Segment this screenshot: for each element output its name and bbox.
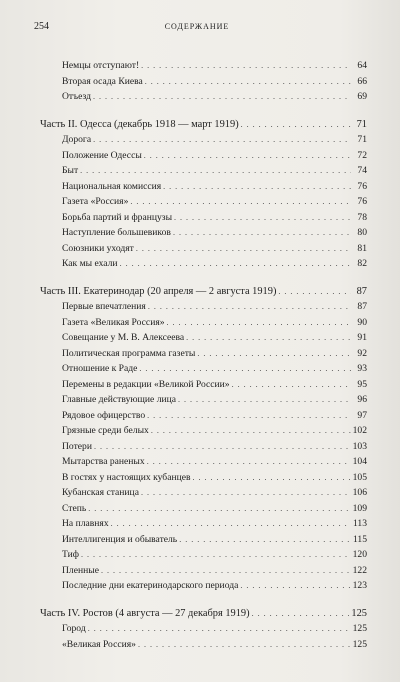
- dot-leader: [193, 470, 351, 486]
- dot-leader: [147, 454, 351, 470]
- toc-part-heading: [40, 284, 367, 300]
- toc-entry-page: 66: [357, 75, 367, 87]
- dot-leader: [80, 163, 351, 179]
- toc-entry-page: 125: [352, 638, 367, 650]
- dot-leader: [141, 58, 351, 74]
- toc-entry-page: 90: [357, 316, 367, 328]
- dot-leader: [148, 299, 351, 315]
- toc-entry-page: 125: [351, 607, 367, 619]
- dot-leader: [241, 117, 351, 133]
- toc-entry: [40, 578, 367, 594]
- toc-entry-page: 74: [357, 165, 367, 176]
- section-gap: [40, 105, 367, 117]
- dot-leader: [138, 637, 351, 653]
- dot-leader: [197, 346, 351, 362]
- toc-part-heading: [40, 606, 367, 622]
- toc-entry-page: 80: [357, 227, 367, 238]
- dot-leader: [278, 284, 351, 300]
- toc-entry-title: Кубанская станица: [62, 487, 139, 498]
- toc-entry-title: Часть III. Екатеринодар (20 апреля — 2 августа 1919): [40, 285, 277, 297]
- toc-entry-page: 71: [356, 118, 367, 130]
- toc-entry: [40, 563, 367, 579]
- toc-entry: [40, 501, 367, 517]
- toc-entry-page: 120: [352, 549, 367, 560]
- toc-entry: [40, 315, 367, 331]
- dot-leader: [120, 256, 351, 272]
- dot-leader: [240, 578, 350, 594]
- running-head: СОДЕРЖАНИЕ: [164, 22, 230, 31]
- toc-entry: [40, 241, 367, 257]
- toc-entry-page: 97: [357, 409, 367, 421]
- toc-entry: [40, 408, 367, 424]
- toc-entry-title: Наступление большевиков: [62, 227, 171, 238]
- toc-entry-title: Потери: [62, 440, 92, 452]
- toc-entry-page: 123: [352, 580, 367, 591]
- toc-part-heading: [40, 117, 367, 133]
- dot-leader: [141, 485, 351, 501]
- toc-entry-page: 115: [352, 533, 367, 545]
- toc-entry-page: 109: [352, 502, 367, 514]
- toc-entry-title: В гостях у настоящих кубанцев: [62, 471, 191, 483]
- dot-leader: [111, 516, 351, 532]
- toc-entry-page: 95: [357, 378, 367, 390]
- toc-entry-title: Политическая программа газеты: [62, 347, 196, 359]
- dot-leader: [232, 377, 351, 393]
- toc-entry: [40, 392, 367, 408]
- dot-leader: [252, 606, 350, 622]
- dot-leader: [144, 148, 351, 164]
- toc-entry-page: 76: [357, 196, 367, 207]
- toc-entry: [40, 621, 367, 637]
- toc-entry-title: Отношение к Раде: [62, 363, 138, 374]
- dot-leader: [139, 361, 351, 377]
- toc-entry-page: 96: [357, 394, 367, 405]
- toc-entry-title: Первые впечатления: [62, 301, 146, 312]
- toc-entry-title: Главные действующие лица: [62, 394, 177, 405]
- toc-entry: [40, 377, 367, 393]
- toc-entry-page: 76: [357, 180, 367, 192]
- toc-entry: [40, 361, 367, 377]
- toc-entry: [40, 454, 367, 470]
- dot-leader: [136, 241, 351, 257]
- toc-entry-title: Союзники уходят: [62, 242, 134, 254]
- toc-entry-page: 122: [352, 564, 367, 576]
- toc-entry: [40, 299, 367, 315]
- toc-entry: [40, 179, 367, 195]
- toc-entry-title: Газета «Россия»: [62, 196, 129, 207]
- toc-entry-page: 125: [352, 623, 367, 634]
- toc-entry-title: «Великая Россия»: [62, 638, 136, 650]
- toc-entry-title: Газета «Великая Россия»: [62, 316, 165, 328]
- toc-entry-page: 104: [352, 456, 367, 467]
- dot-leader: [88, 501, 350, 517]
- dot-leader: [94, 439, 351, 455]
- toc-entry-page: 91: [357, 332, 367, 343]
- toc-entry-title: Рядовое офицерство: [62, 409, 146, 421]
- toc-entry-title: Перемены в редакции «Великой России»: [62, 378, 230, 390]
- toc-entry-page: 81: [357, 242, 367, 254]
- toc-entry: [40, 470, 367, 486]
- toc-entry: [40, 439, 367, 455]
- toc-entry-page: 113: [352, 518, 367, 529]
- toc-entry-title: Часть II. Одесса (декабрь 1918 — март 1919): [40, 118, 239, 130]
- toc-entry-page: 103: [352, 440, 367, 452]
- dot-leader: [173, 225, 351, 241]
- toc-entry-page: 69: [357, 91, 367, 102]
- toc-entry-title: Последние дни екатеринодарского периода: [62, 580, 239, 591]
- dot-leader: [130, 194, 351, 210]
- toc-entry-title: Тиф: [62, 549, 79, 560]
- toc-entry: [40, 132, 367, 148]
- toc-entry-title: Немцы отступают!: [62, 60, 140, 71]
- dot-leader: [147, 408, 351, 424]
- toc-entry-page: 92: [357, 347, 367, 359]
- toc-entry: [40, 58, 367, 74]
- toc-entry-title: Вторая осада Киева: [62, 75, 143, 87]
- toc-entry: [40, 532, 367, 548]
- toc-entry-page: 105: [352, 471, 367, 483]
- dot-leader: [167, 315, 351, 331]
- toc-entry: [40, 516, 367, 532]
- toc-entry-page: 78: [357, 211, 367, 223]
- table-of-contents: [40, 58, 367, 652]
- section-gap: [40, 594, 367, 606]
- toc-entry-title: Положение Одессы: [62, 149, 142, 161]
- toc-entry: [40, 330, 367, 346]
- toc-entry: [40, 423, 367, 439]
- toc-entry-title: Пленные: [62, 564, 99, 576]
- toc-entry: [40, 346, 367, 362]
- toc-entry-title: Совещание у М. В. Алексеева: [62, 332, 185, 343]
- toc-entry-page: 87: [356, 285, 367, 297]
- toc-entry-title: Как мы ехали: [62, 258, 118, 269]
- toc-entry-title: Часть IV. Ростов (4 августа — 27 декабря 1919): [40, 607, 250, 619]
- dot-leader: [93, 132, 351, 148]
- page-number: 254: [34, 21, 49, 32]
- toc-entry: [40, 148, 367, 164]
- dot-leader: [163, 179, 351, 195]
- toc-entry: [40, 547, 367, 563]
- dot-leader: [178, 392, 351, 408]
- toc-entry: [40, 637, 367, 653]
- toc-entry-page: 82: [357, 258, 367, 269]
- dot-leader: [93, 89, 351, 105]
- toc-entry-page: 102: [352, 425, 367, 436]
- toc-entry: [40, 225, 367, 241]
- toc-entry-title: Быт: [62, 165, 79, 176]
- toc-entry: [40, 74, 367, 90]
- toc-entry: [40, 256, 367, 272]
- dot-leader: [174, 210, 351, 226]
- dot-leader: [179, 532, 351, 548]
- toc-entry-title: Мытарства раненых: [62, 456, 145, 467]
- dot-leader: [145, 74, 351, 90]
- toc-entry-title: Отъезд: [62, 91, 91, 102]
- toc-entry-title: Дорога: [62, 134, 92, 145]
- page-header: [34, 21, 360, 35]
- toc-entry-page: 87: [357, 301, 367, 312]
- toc-entry: [40, 485, 367, 501]
- toc-entry-title: Интеллигенция и обыватель: [62, 533, 178, 545]
- toc-entry-page: 72: [357, 149, 367, 161]
- toc-entry-page: 106: [352, 487, 367, 498]
- toc-entry-title: Город: [62, 623, 86, 634]
- toc-entry-title: Борьба партий и французы: [62, 211, 173, 223]
- dot-leader: [88, 621, 351, 637]
- dot-leader: [81, 547, 351, 563]
- toc-entry-page: 64: [357, 60, 367, 71]
- toc-entry: [40, 210, 367, 226]
- dot-leader: [186, 330, 351, 346]
- toc-entry-title: Степь: [62, 502, 87, 514]
- toc-entry-page: 93: [357, 363, 367, 374]
- toc-entry-page: 71: [357, 134, 367, 145]
- toc-entry: [40, 194, 367, 210]
- toc-entry: [40, 89, 367, 105]
- toc-entry: [40, 163, 367, 179]
- dot-leader: [151, 423, 351, 439]
- toc-entry-title: Национальная комиссия: [62, 180, 162, 192]
- toc-entry-title: На плавнях: [62, 518, 109, 529]
- dot-leader: [101, 563, 351, 579]
- toc-entry-title: Грязные среди белых: [62, 425, 149, 436]
- section-gap: [40, 272, 367, 284]
